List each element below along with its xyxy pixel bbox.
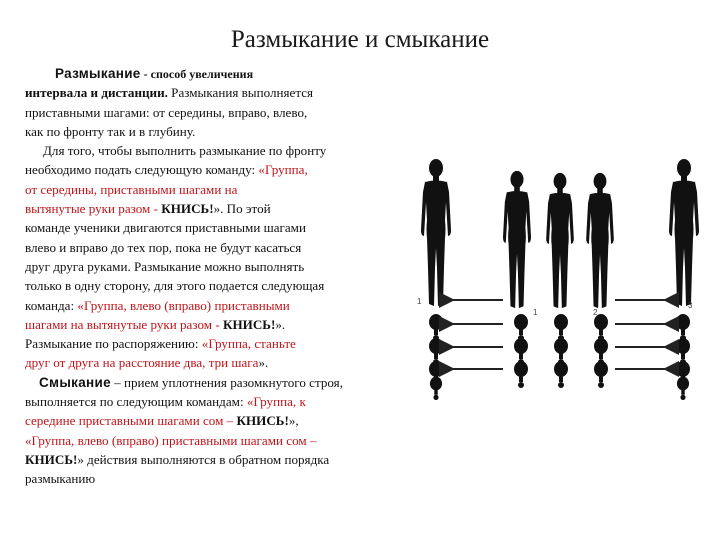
- person-top-icon: [430, 377, 442, 400]
- command-emphasis: КНИСЬ!: [25, 451, 78, 467]
- text-fragment: » действия выполняются в обратном порядка: [77, 451, 330, 467]
- command-text: вытянутые руки разом -: [25, 201, 162, 217]
- person-top-icon: [514, 361, 528, 388]
- person-top-icon: [554, 338, 568, 365]
- command-emphasis: КНИСЬ!: [236, 413, 289, 429]
- person-top-icon: [429, 338, 443, 365]
- person-top-icon: [676, 314, 690, 341]
- text-line: друг друга руками. Размыкание можно выполнять: [25, 258, 305, 274]
- column-label: 2: [593, 308, 598, 317]
- person-top-icon: [429, 314, 443, 341]
- text-fragment: интервала и дистанции.: [25, 85, 168, 101]
- silhouettes-top-view: [429, 314, 690, 400]
- formation-diagram: [415, 150, 705, 400]
- text-fragment: ».: [275, 316, 286, 332]
- person-top-icon: [514, 314, 528, 341]
- command-emphasis: КНИСЬ!: [161, 201, 214, 217]
- person-top-icon: [594, 361, 608, 388]
- person-top-icon: [594, 338, 608, 365]
- text-fragment: необходимо подать следующую команду:: [25, 162, 259, 178]
- command-emphasis: КНИСЬ!: [222, 316, 276, 332]
- term-razmykanie-def: - способ увеличения: [140, 67, 254, 81]
- text-fragment: ».: [258, 355, 269, 371]
- person-top-icon: [676, 338, 690, 365]
- text-line: влево и вправо до тех пор, пока не будут касаться: [25, 239, 302, 255]
- term-smykanie: Смыкание: [39, 374, 111, 390]
- text-fragment: »,: [288, 413, 299, 429]
- column-label: 3: [688, 301, 693, 310]
- text-line: Для того, чтобы выполнить размыкание по фронту: [43, 143, 327, 159]
- command-text: «Группа, влево (вправо) приставными: [77, 297, 290, 313]
- column-label: 1: [533, 308, 538, 317]
- person-silhouette: [586, 173, 614, 308]
- person-silhouette: [503, 171, 531, 308]
- person-silhouette: [421, 159, 451, 306]
- formation-diagram-svg: [415, 150, 705, 400]
- command-text: шагами на вытянутые руки разом -: [25, 316, 223, 332]
- person-top-icon: [554, 314, 568, 341]
- command-text: от середины, приставными шагами на: [25, 181, 238, 197]
- slide-title: Размыкание и смыкание: [230, 26, 490, 53]
- text-line: размыканию: [25, 471, 96, 487]
- command-text: «Группа, влево (вправо) приставными шагами сом –: [25, 432, 317, 448]
- text-line: команде ученики двигаются приставными шагами: [25, 220, 306, 236]
- person-top-icon: [514, 338, 528, 365]
- column-label: 1: [417, 297, 422, 306]
- text-line: как по фронту так и в глубину.: [25, 123, 196, 139]
- text-fragment: Размыкания выполняется: [167, 85, 314, 101]
- person-top-icon: [594, 314, 608, 341]
- person-silhouette: [669, 159, 699, 306]
- text-fragment: команда:: [25, 297, 78, 313]
- silhouettes-front: [421, 159, 699, 308]
- command-text: «Группа, к: [246, 394, 306, 410]
- person-silhouette: [546, 173, 574, 308]
- text-fragment: Размыкание по распоряжению:: [25, 336, 202, 352]
- body-text: [25, 64, 415, 489]
- command-text: «Группа, станьте: [201, 336, 296, 352]
- text-line: только в одну сторону, для этого подается следующая: [25, 278, 325, 294]
- command-text: середине приставными шагами сом –: [25, 413, 237, 429]
- person-top-icon: [677, 377, 689, 400]
- term-smykanie-def: – прием уплотнения разомкнутого строя,: [110, 374, 343, 390]
- command-text: «Группа,: [258, 162, 308, 178]
- text-line: приставными шагами: от середины, вправо, влево,: [25, 104, 308, 120]
- text-fragment: выполняется по следующим командам:: [25, 394, 247, 410]
- person-top-icon: [554, 361, 568, 388]
- text-fragment: ». По этой: [213, 201, 271, 217]
- command-text: друг от друга на расстояние два, три шага: [25, 355, 259, 371]
- term-razmykanie: Размыкание: [55, 66, 141, 81]
